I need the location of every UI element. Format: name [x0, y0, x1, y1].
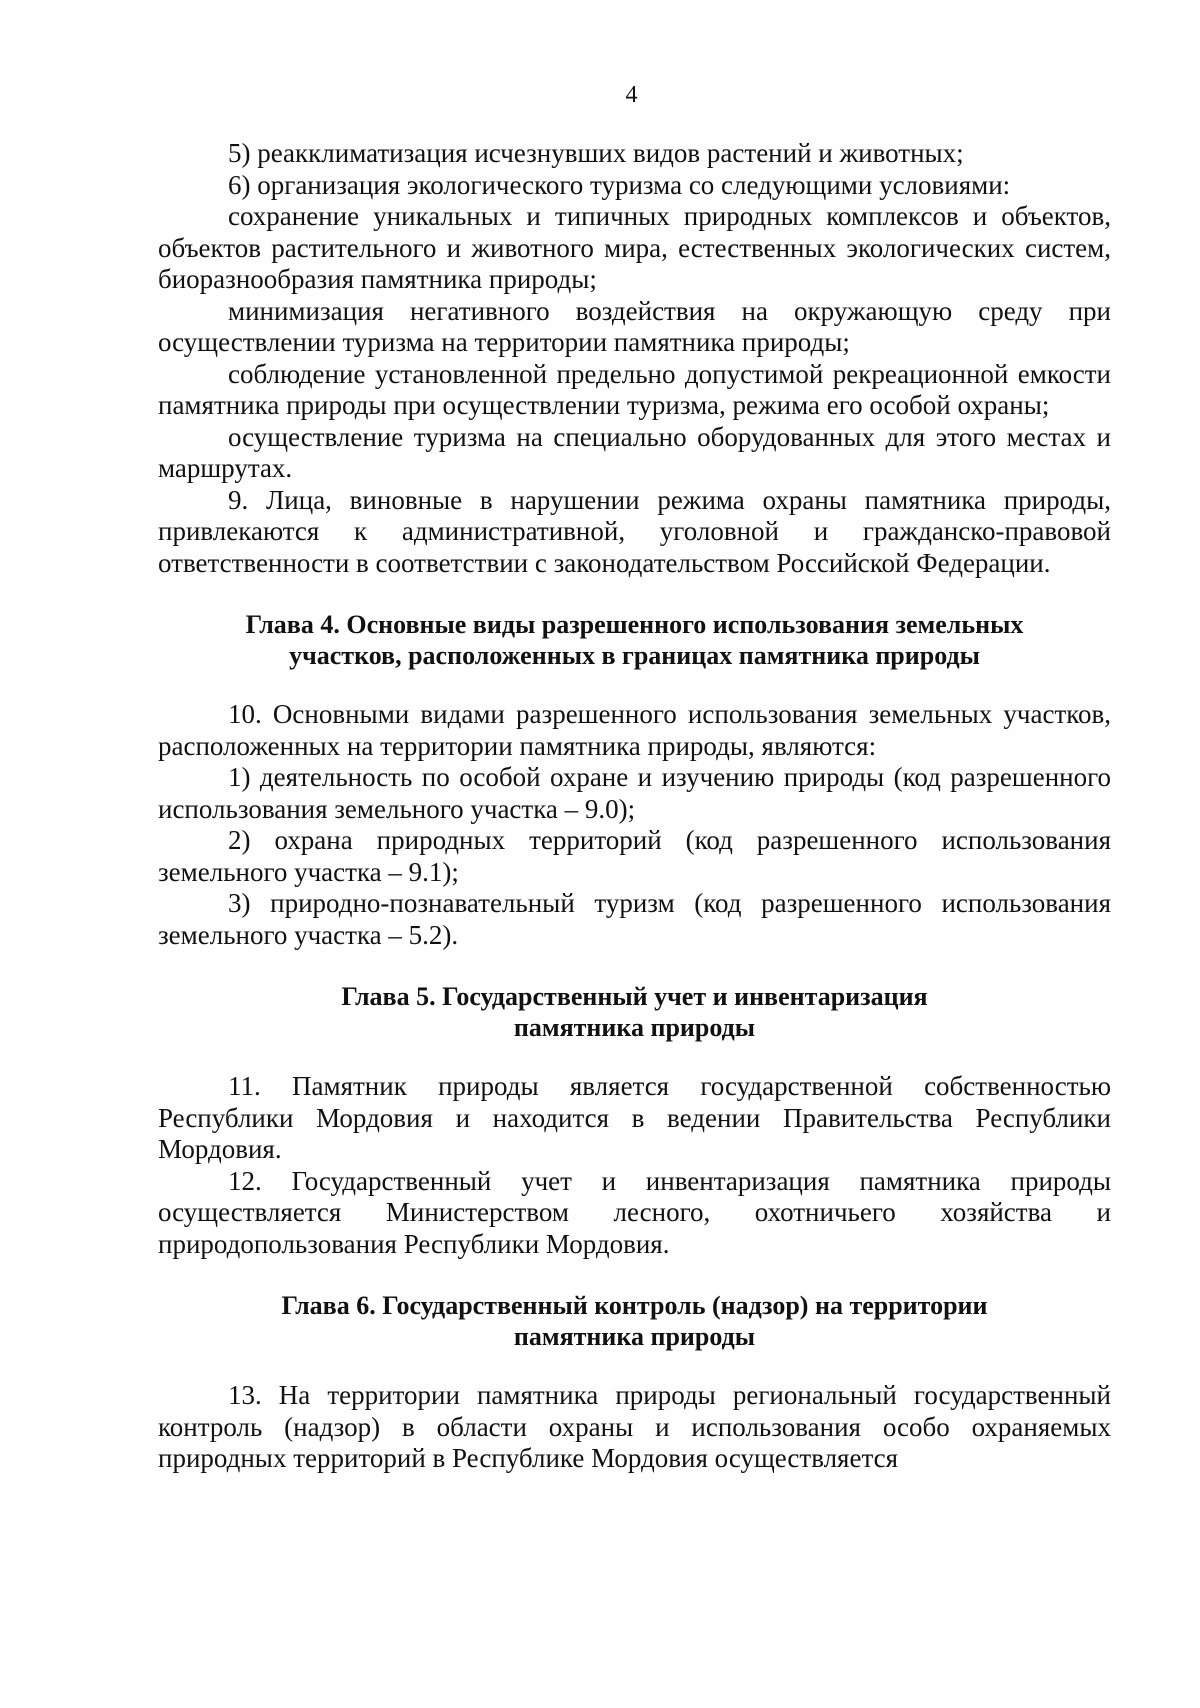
paragraph-land-use-3: 3) природно-познавательный туризм (код разрешенного использования земельного участка – 5.2). — [158, 888, 1111, 950]
chapter-5-heading-line-1: Глава 5. Государственный учет и инвентаризация — [341, 982, 928, 1011]
chapter-5-heading-line-2: памятника природы — [513, 1013, 756, 1042]
paragraph-land-use-2: 2) охрана природных территорий (код разрешенного использования земельного участка – 9.1); — [158, 825, 1111, 887]
paragraph-condition-4: осуществление туризма на специально оборудованных для этого местах и маршрутах. — [158, 421, 1111, 483]
spacer — [158, 579, 1111, 609]
paragraph-clause-9: 9. Лица, виновные в нарушении режима охраны памятника природы, привлекаются к административной, уголовной и гражданско-правовой ответственности в соответствии с законодательством Российской Федерации. — [158, 484, 1111, 578]
spacer — [158, 671, 1111, 699]
paragraph-item-6: 6) организация экологического туризма со следующими условиями: — [228, 169, 1011, 200]
spacer — [158, 1260, 1111, 1290]
chapter-6-heading-line-1: Глава 6. Государственный контроль (надзор) на территории — [281, 1291, 988, 1320]
spacer — [158, 1352, 1111, 1380]
spacer — [158, 951, 1111, 981]
paragraph-item-5: 5) реакклиматизация исчезнувших видов растений и животных; — [228, 138, 964, 168]
paragraph-clause-11: 11. Памятник природы является государственной собственностью Республики Мордовия и находится в ведении Правительства Республики Мордовия. — [158, 1071, 1111, 1164]
document-body — [158, 138, 1111, 1475]
paragraph-condition-3: соблюдение установленной предельно допустимой рекреационной емкости памятника природы при осуществлении туризма, режима его особой охраны; — [158, 358, 1111, 420]
spacer — [158, 1043, 1111, 1071]
paragraph-condition-1: сохранение уникальных и типичных природных комплексов и объектов, объектов растительного и животного мира, естественных экологических систем, биоразнообразия памятника природы; — [158, 201, 1111, 294]
chapter-4-heading — [158, 609, 1111, 671]
paragraph-clause-13: 13. На территории памятника природы региональный государственный контроль (надзор) в области охраны и использования особо охраняемых природных территорий в Республике Мордовия осуществляется — [158, 1380, 1111, 1473]
chapter-6-heading-line-2: памятника природы — [513, 1322, 756, 1351]
chapter-4-heading-line-2: участков, расположенных в границах памятника природы — [289, 641, 980, 670]
paragraph-clause-12: 12. Государственный учет и инвентаризация памятника природы осуществляется Министерством лесного, охотничьего хозяйства и природопользования Республики Мордовия. — [158, 1165, 1111, 1259]
paragraph-clause-10: 10. Основными видами разрешенного использования земельных участков, расположенных на территории памятника природы, являются: — [158, 699, 1111, 761]
chapter-4-heading-line-1: Глава 4. Основные виды разрешенного использования земельных — [245, 610, 1024, 639]
paragraph-condition-2: минимизация негативного воздействия на окружающую среду при осуществлении туризма на территории памятника природы; — [158, 295, 1111, 357]
chapter-5-heading — [158, 981, 1111, 1043]
paragraph-land-use-1: 1) деятельность по особой охране и изучению природы (код разрешенного использования земельного участка – 9.0); — [158, 762, 1111, 824]
page-number: 4 — [625, 82, 638, 108]
chapter-6-heading — [158, 1290, 1111, 1352]
